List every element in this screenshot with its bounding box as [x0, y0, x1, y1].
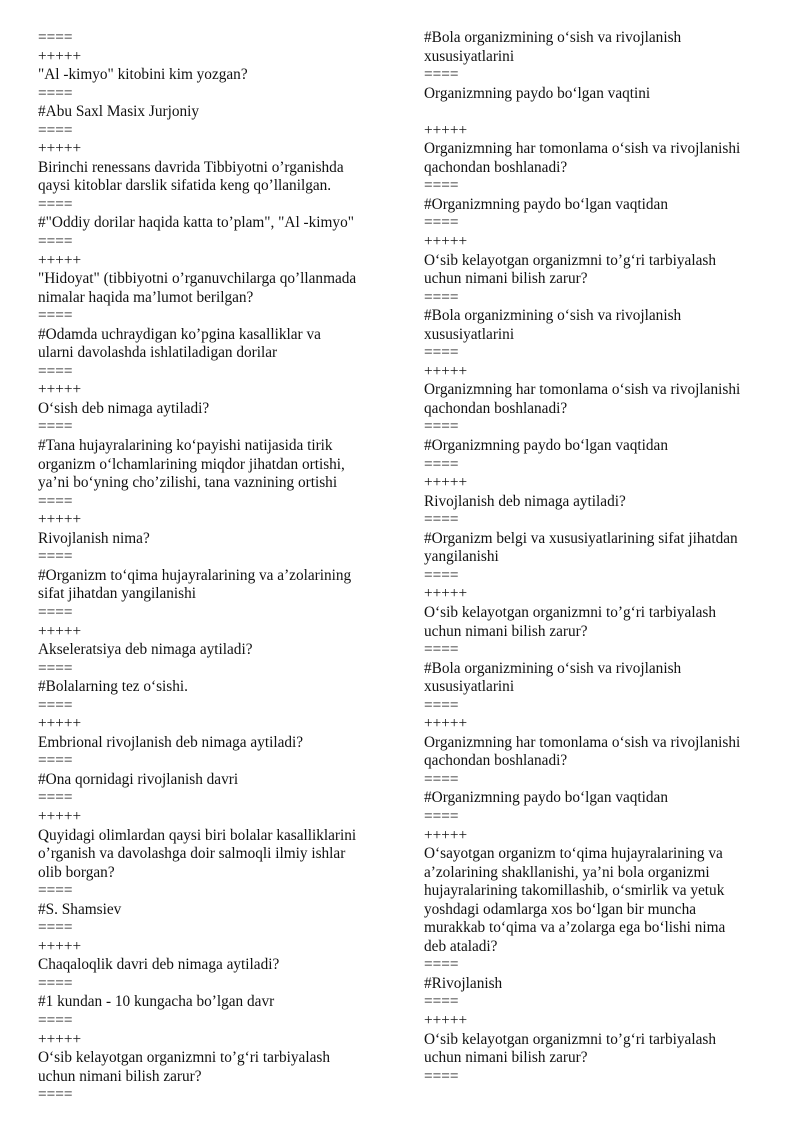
- separator-line: ====: [424, 66, 459, 84]
- answer-line: #Bolalarning tez o‘sishi.: [38, 678, 188, 696]
- separator-line: ====: [38, 121, 73, 139]
- question-line: a’zolarining shakllanishi, ya’ni bola organizmi: [424, 863, 710, 881]
- question-line: nimalar haqida ma’lumot berilgan?: [38, 288, 254, 306]
- question-line: uchun nimani bilish zarur?: [424, 270, 588, 288]
- separator-line: ====: [424, 566, 459, 584]
- question-marker: +++++: [38, 251, 82, 269]
- separator-line: ====: [38, 789, 73, 807]
- separator-line: ====: [38, 233, 73, 251]
- separator-line: ====: [424, 455, 459, 473]
- separator-line: ====: [424, 993, 459, 1011]
- separator-line: ====: [424, 696, 459, 714]
- question-line: Organizmning paydo bo‘lgan vaqtini: [424, 84, 651, 102]
- question-line: Chaqaloqlik davri deb nimaga aytiladi?: [38, 956, 280, 974]
- question-marker: +++++: [38, 807, 82, 825]
- answer-line: #1 kundan - 10 kungacha bo’lgan davr: [38, 993, 275, 1011]
- answer-line: #Bola organizmining o‘sish va rivojlanish: [424, 29, 682, 46]
- question-line: O‘sib kelayotgan organizmni to’g‘ri tarbiyalash: [424, 603, 716, 621]
- question-marker: +++++: [424, 233, 468, 251]
- question-marker: +++++: [38, 1030, 82, 1048]
- question-line: qachondan boshlanadi?: [424, 752, 568, 770]
- separator-line: ====: [424, 807, 459, 825]
- left-text-column: [38, 29, 390, 1105]
- question-line: xususiyatlarini: [424, 325, 515, 343]
- question-line: ularni davolashda ishlatiladigan dorilar: [38, 344, 278, 362]
- separator-line: ====: [38, 492, 73, 510]
- separator-line: ====: [38, 195, 73, 213]
- separator-line: ====: [38, 974, 73, 992]
- answer-line: #"Oddiy dorilar haqida katta to’plam", "Al -kimyo": [38, 214, 354, 232]
- question-line: uchun nimani bilish zarur?: [424, 622, 588, 640]
- question-line: Embrional rivojlanish deb nimaga aytiladi?: [38, 733, 304, 751]
- question-marker: +++++: [424, 121, 468, 139]
- separator-line: ====: [38, 29, 73, 46]
- separator-line: ====: [424, 770, 459, 788]
- separator-line: ====: [38, 919, 73, 937]
- separator-line: ====: [38, 418, 73, 436]
- answer-line: #S. Shamsiev: [38, 900, 122, 918]
- separator-line: ====: [38, 362, 73, 380]
- answer-line: #Bola organizmining o‘sish va rivojlanish: [424, 659, 682, 677]
- separator-line: ====: [424, 511, 459, 529]
- question-marker: +++++: [424, 1011, 468, 1029]
- separator-line: ====: [38, 752, 73, 770]
- question-line: murakkab to‘qima va a’zolarga ega bo‘lishi nima: [424, 919, 726, 937]
- question-line: Quyidagi olimlardan qaysi biri bolalar kasalliklarini: [38, 826, 357, 844]
- question-marker: +++++: [424, 715, 468, 733]
- question-line: Birinchi renessans davrida Tibbiyotni o’rganishda: [38, 158, 344, 176]
- separator-line: ====: [38, 696, 73, 714]
- right-text-column: [424, 29, 772, 1086]
- question-line: organizm o‘lchamlarining miqdor jihatdan ortishi,: [38, 455, 345, 473]
- separator-line: ====: [424, 418, 459, 436]
- separator-line: ====: [424, 956, 459, 974]
- question-line: xususiyatlarini: [424, 47, 515, 65]
- separator-line: ====: [38, 603, 73, 621]
- answer-line: #Organizmning paydo bo‘lgan vaqtidan: [424, 789, 668, 807]
- question-line: uchun nimani bilish zarur?: [38, 1067, 202, 1085]
- question-line: o’rganish va davolashga doir salmoqli ilmiy ishlar: [38, 845, 346, 863]
- question-marker: +++++: [38, 140, 82, 158]
- question-line: O‘sish deb nimaga aytiladi?: [38, 399, 210, 417]
- question-marker: +++++: [424, 585, 468, 603]
- question-marker: +++++: [424, 474, 468, 492]
- question-line: O‘sib kelayotgan organizmni to’g‘ri tarbiyalash: [424, 1030, 716, 1048]
- separator-line: ====: [424, 344, 459, 362]
- separator-line: ====: [424, 288, 459, 306]
- question-marker: +++++: [424, 826, 468, 844]
- question-line: O‘sib kelayotgan organizmni to’g‘ri tarbiyalash: [424, 251, 716, 269]
- question-marker: +++++: [38, 511, 82, 529]
- answer-line: #Rivojlanish: [424, 974, 503, 992]
- separator-line: ====: [38, 1011, 73, 1029]
- question-marker: +++++: [38, 47, 82, 65]
- question-line: qachondan boshlanadi?: [424, 158, 568, 176]
- answer-line: #Organizm to‘qima hujayralarining va a’zolarining: [38, 566, 352, 584]
- answer-line: #Organizm belgi va xususiyatlarining sifat jihatdan: [424, 529, 738, 547]
- separator-line: ====: [424, 177, 459, 195]
- question-line: qaysi kitoblar darslik sifatida keng qo’llanilgan.: [38, 177, 332, 195]
- question-marker: +++++: [38, 622, 82, 640]
- question-line: Organizmning har tomonlama o‘sish va rivojlanishi: [424, 381, 741, 399]
- question-line: qachondan boshlanadi?: [424, 399, 568, 417]
- separator-line: ====: [38, 84, 73, 102]
- question-line: uchun nimani bilish zarur?: [424, 1049, 588, 1067]
- answer-line: #Organizmning paydo bo‘lgan vaqtidan: [424, 437, 668, 455]
- question-line: olib borgan?: [38, 863, 115, 881]
- separator-line: ====: [38, 882, 73, 900]
- question-line: Organizmning har tomonlama o‘sish va rivojlanishi: [424, 733, 741, 751]
- answer-line: #Tana hujayralarining ko‘payishi natijasida tirik: [38, 437, 333, 455]
- question-marker: +++++: [38, 381, 82, 399]
- answer-line: #Abu Saxl Masix Jurjoniy: [38, 103, 200, 121]
- question-line: hujayralarining takomillashib, o‘smirlik va yetuk: [424, 882, 725, 900]
- answer-line: #Bola organizmining o‘sish va rivojlanish: [424, 307, 682, 325]
- question-marker: +++++: [38, 937, 82, 955]
- answer-line: #Organizmning paydo bo‘lgan vaqtidan: [424, 195, 668, 213]
- blank-line: [424, 103, 772, 122]
- question-line: O‘sib kelayotgan organizmni to’g‘ri tarbiyalash: [38, 1049, 330, 1067]
- question-line: Rivojlanish deb nimaga aytiladi?: [424, 492, 626, 510]
- separator-line: ====: [38, 548, 73, 566]
- question-line: yangilanishi: [424, 548, 499, 566]
- question-line: yoshdagi odamlarga xos bo‘lgan bir muncha: [424, 900, 697, 918]
- separator-line: ====: [424, 641, 459, 659]
- question-line: xususiyatlarini: [424, 678, 515, 696]
- separator-line: ====: [424, 214, 459, 232]
- question-line: O‘sayotgan organizm to‘qima hujayralarining va: [424, 845, 723, 863]
- question-line: ya’ni bo‘yning cho’zilishi, tana vaznining ortishi: [38, 474, 338, 492]
- separator-line: ====: [38, 307, 73, 325]
- question-line: deb ataladi?: [424, 937, 498, 955]
- question-line: Organizmning har tomonlama o‘sish va rivojlanishi: [424, 140, 741, 158]
- question-line: Rivojlanish nima?: [38, 529, 150, 547]
- question-line: "Al -kimyo" kitobini kim yozgan?: [38, 66, 248, 84]
- question-line: Akseleratsiya deb nimaga aytiladi?: [38, 641, 253, 659]
- separator-line: ====: [38, 659, 73, 677]
- question-line: "Hidoyat" (tibbiyotni o’rganuvchilarga qo’llanmada: [38, 270, 357, 288]
- answer-line: #Odamda uchraydigan ko’pgina kasalliklar va: [38, 325, 321, 343]
- question-line: sifat jihatdan yangilanishi: [38, 585, 197, 603]
- answer-line: #Ona qornidagi rivojlanish davri: [38, 770, 239, 788]
- separator-line: ====: [424, 1067, 459, 1085]
- question-marker: +++++: [38, 715, 82, 733]
- question-marker: +++++: [424, 362, 468, 380]
- separator-line: ====: [38, 1086, 73, 1104]
